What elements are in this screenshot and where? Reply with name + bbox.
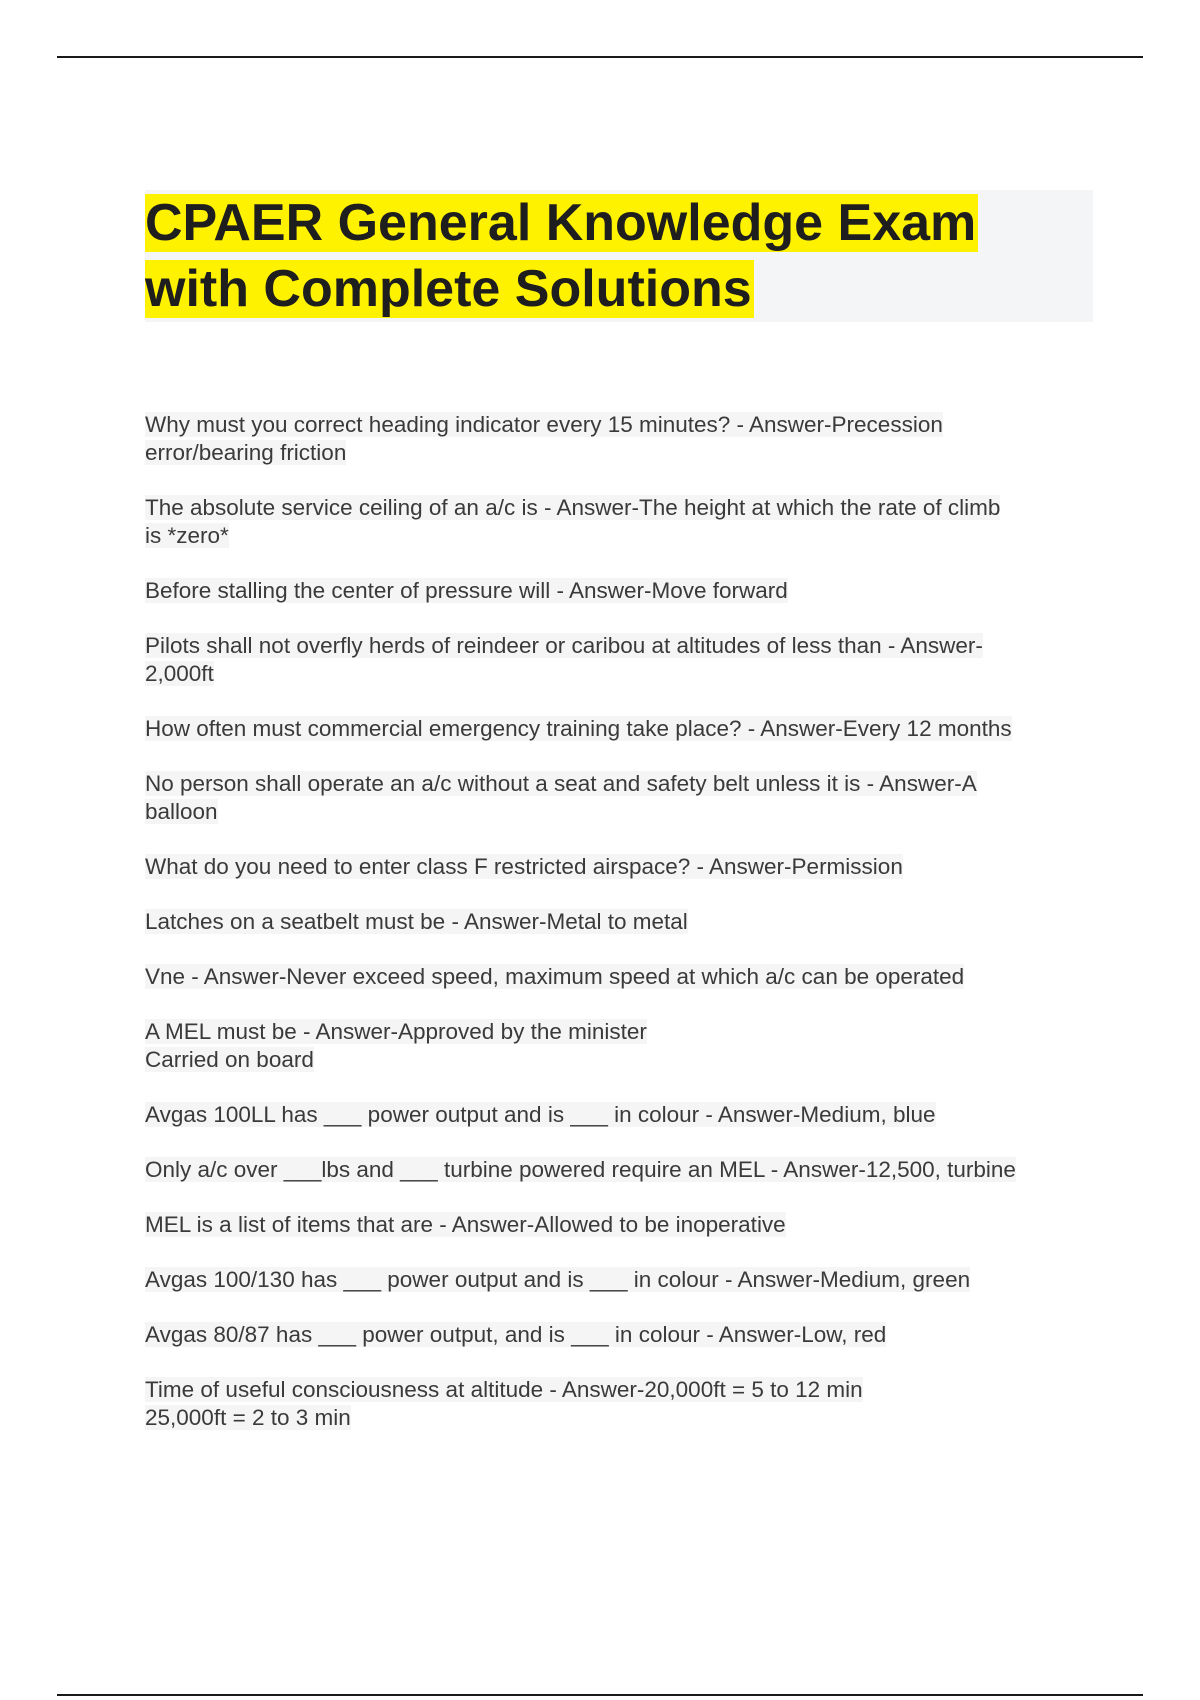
qa-item [145,577,1095,605]
qa-item [145,770,1095,826]
qa-text: Avgas 80/87 has ___ power output, and is ___ in colour - Answer-Low, red [145,1322,887,1347]
qa-text: Why must you correct heading indicator every 15 minutes? - Answer-Precession error/bearing friction [145,412,943,465]
qa-text: No person shall operate an a/c without a seat and safety belt unless it is - Answer-A balloon [145,771,977,824]
qa-item [145,632,1095,688]
top-rule [57,56,1143,58]
qa-item [145,1156,1095,1184]
qa-item [145,963,1095,991]
qa-item [145,715,1095,743]
qa-item [145,1376,1095,1432]
bottom-rule [57,1694,1143,1696]
qa-text: The absolute service ceiling of an a/c is - Answer-The height at which the rate of climb is *zero* [145,495,1001,548]
title-highlight: CPAER General Knowledge Exam [145,194,977,252]
title-block [145,190,1093,322]
qa-text: Time of useful consciousness at altitude - Answer-20,000ft = 5 to 12 min 25,000ft = 2 to 3 min [145,1377,863,1430]
title-highlight: with Complete Solutions [145,260,752,318]
qa-text: MEL is a list of items that are - Answer-Allowed to be inoperative [145,1212,786,1237]
qa-text: Avgas 100LL has ___ power output and is ___ in colour - Answer-Medium, blue [145,1102,936,1127]
qa-text: Pilots shall not overfly herds of reindeer or caribou at altitudes of less than - Answer- 2,000ft [145,633,983,686]
qa-text: How often must commercial emergency training take place? - Answer-Every 12 months [145,716,1012,741]
qa-item [145,1211,1095,1239]
qa-item [145,1321,1095,1349]
qa-item [145,1101,1095,1129]
qa-text: What do you need to enter class F restricted airspace? - Answer-Permission [145,854,903,879]
qa-item [145,411,1095,467]
qa-item [145,1018,1095,1074]
qa-text: Only a/c over ___lbs and ___ turbine powered require an MEL - Answer-12,500, turbine [145,1157,1016,1182]
qa-text: Before stalling the center of pressure will - Answer-Move forward [145,578,788,603]
qa-text: Avgas 100/130 has ___ power output and is ___ in colour - Answer-Medium, green [145,1267,971,1292]
qa-text: Latches on a seatbelt must be - Answer-Metal to metal [145,909,688,934]
qa-text: Vne - Answer-Never exceed speed, maximum speed at which a/c can be operated [145,964,965,989]
title-line-1 [145,190,978,256]
qa-item [145,494,1095,550]
qa-item [145,853,1095,881]
title-line-2 [145,256,754,322]
qa-list [145,411,1095,1459]
qa-item [145,908,1095,936]
qa-text: A MEL must be - Answer-Approved by the minister Carried on board [145,1019,647,1072]
qa-item [145,1266,1095,1294]
